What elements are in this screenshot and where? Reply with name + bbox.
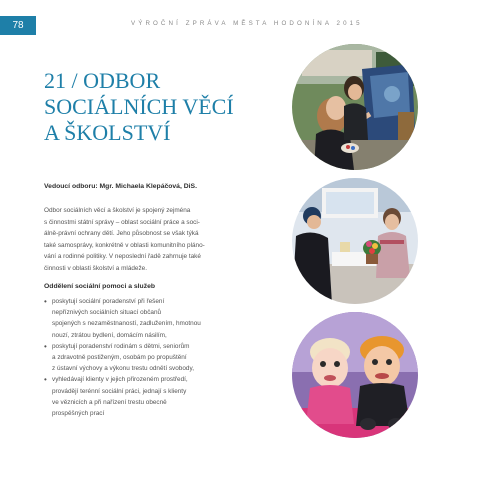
intro-line: vání a rodinné politiky. V neposlední řadě zahrnuje také (44, 253, 201, 260)
list-item-line: ve věznicích a při nařízení trestu obecně (52, 398, 167, 406)
running-header: VÝROČNÍ ZPRÁVA MĚSTA HODONÍNA 2015 (131, 20, 363, 27)
list-item-line: a zdravotně postiženým, osobám po propuštění (52, 354, 187, 362)
intro-line: Odbor sociálních věcí a školství je spojený zejména (44, 207, 191, 214)
intro-line: činnosti v oblasti školství a mládeže. (44, 264, 148, 272)
list-item-line: nepříznivých sociálních situací občanů (52, 309, 162, 317)
list-item-line: prospěšných prací (52, 410, 105, 418)
bullet-icon: • (44, 375, 47, 385)
intro-line: álně-právní ochrany dětí. Jeho působnost se však týká (44, 230, 199, 237)
chapter-title-line: 21 / ODBOR (44, 68, 161, 93)
bullet-icon: • (44, 297, 47, 306)
list-item-line: vyhledávají klienty v jejich přirozeném prostředí, (52, 376, 188, 384)
bullet-icon: • (44, 341, 47, 351)
intro-line: také samosprávy, konkrétně v oblasti komunitního pláno- (44, 241, 205, 249)
services-list (44, 296, 294, 419)
section-heading: Oddělení sociální pomoci a služeb (44, 283, 156, 290)
list-item-line: poskytují sociální poradenství při řešení (52, 298, 165, 305)
list-item-line: provádějí terénní sociální práci, jednají s klienty (52, 387, 187, 395)
chapter-title-line: SOCIÁLNÍCH VĚCÍ (44, 94, 234, 119)
list-item (44, 296, 294, 341)
list-item (44, 341, 294, 375)
list-item-line: nouzí, ztrátou bydlení, domácím násilím, (52, 331, 167, 339)
puppets-illustration (292, 312, 418, 438)
intro-line: s činnostmi státní správy – oblast sociální práce a soci- (44, 218, 200, 226)
list-item (44, 374, 294, 419)
photo-painting-children (292, 44, 418, 170)
intro-paragraph (44, 205, 288, 274)
photo-puppets (292, 312, 418, 438)
market-scene-illustration (292, 178, 418, 304)
chapter-title (44, 68, 274, 146)
list-item-line: poskytují poradenství rodinám s dětmi, seniorům (52, 342, 190, 350)
painting-scene-illustration (292, 44, 418, 170)
page-number: 78 (0, 16, 36, 35)
list-item-line: z ústavní výchovy a výkonu trestu odnětí svobody, (52, 365, 194, 373)
photo-market-stall (292, 178, 418, 304)
list-item-line: spojených s nezaměstnaností, zadlužením, hmotnou (52, 320, 201, 328)
department-head: Vedoucí odboru: Mgr. Michaela Klepáčová, DiS. (44, 183, 197, 190)
chapter-title-line: A ŠKOLSTVÍ (44, 120, 171, 145)
